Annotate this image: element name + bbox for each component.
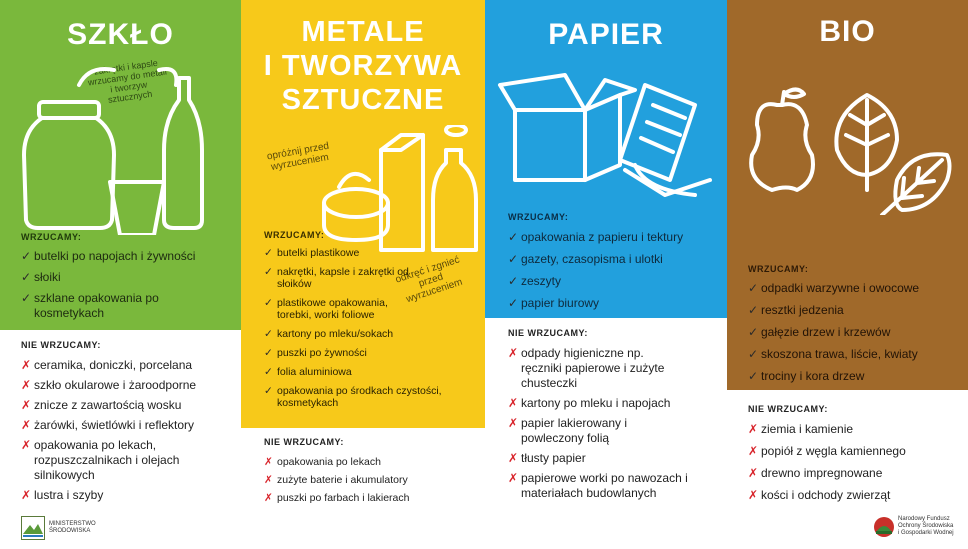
list-item: ✗ kartony po mleku i napojach	[508, 396, 671, 410]
bio-no-list	[748, 422, 958, 503]
metale-title-line3: SZTUCZNE	[281, 84, 445, 116]
metale-no-header: NIE WRZUCAMY:	[264, 437, 344, 447]
glass-jar-bottle-icon	[14, 60, 229, 235]
papier-no-header: NIE WRZUCAMY:	[508, 328, 588, 338]
list-item: ✓ puszki po żywności	[264, 347, 367, 359]
list-item: ✗ puszki po farbach i lakierach	[264, 492, 410, 504]
list-item: ✗ papier lakierowany i powleczony folią	[508, 416, 628, 445]
list-item: ✓ trociny i kora drzew	[748, 369, 865, 383]
papier-panel	[485, 0, 727, 318]
list-item: ✗ papierowe worki po nawozach i materiałach budowlanych	[508, 471, 688, 500]
list-item: ✓ odpadki warzywne i owocowe	[748, 281, 920, 295]
metale-no-panel	[241, 428, 485, 549]
list-item: ✓ słoiki	[21, 270, 61, 284]
list-item: ✗ lustra i szyby	[21, 488, 104, 502]
list-item: ✗ tłusty papier	[508, 451, 586, 465]
bio-no-header: NIE WRZUCAMY:	[748, 404, 828, 414]
list-item: ✓ butelki plastikowe	[264, 247, 360, 259]
papier-no-list	[508, 346, 708, 501]
list-item: ✗ kości i odchody zwierząt	[748, 488, 891, 502]
nfosigw-logo-line3: i Gospodarki Wodnej	[898, 530, 954, 536]
metale-title-line1: METALE	[301, 16, 425, 48]
bio-yes-header: WRZUCAMY:	[748, 264, 809, 274]
papier-yes-header: WRZUCAMY:	[508, 212, 569, 222]
metale-panel	[241, 0, 485, 428]
list-item: ✓ kartony po mleku/sokach	[264, 328, 394, 340]
column-metale	[241, 0, 485, 549]
list-item: ✗ zużyte baterie i akumulatory	[264, 474, 408, 486]
szklo-yes-list	[21, 249, 231, 321]
column-papier	[485, 0, 727, 549]
nfosigw-logo-line1: Narodowy Fundusz	[898, 516, 950, 522]
ministry-logo	[21, 516, 141, 544]
nfosigw-logo	[873, 514, 965, 546]
bio-panel	[727, 0, 968, 390]
list-item: ✗ popiół z węgla kamiennego	[748, 444, 906, 458]
list-item: ✓ gazety, czasopisma i ulotki	[508, 252, 663, 266]
list-item: ✓ folia aluminiowa	[264, 366, 352, 378]
nfosigw-logo-icon	[873, 516, 895, 538]
list-item: ✗ szkło okularowe i żaroodporne	[21, 378, 197, 392]
ministry-logo-line1: MINISTERSTWO	[49, 521, 96, 527]
list-item: ✗ znicze z zawartością wosku	[21, 398, 182, 412]
list-item: ✓ szklane opakowania po kosmetykach	[21, 291, 159, 320]
list-item: ✗ ceramika, doniczki, porcelana	[21, 358, 193, 372]
metale-no-list	[264, 455, 479, 506]
apple-leaves-icon	[742, 80, 957, 215]
list-item: ✓ zeszyty	[508, 274, 562, 288]
column-szklo	[0, 0, 241, 549]
list-item: ✗ żarówki, świetlówki i reflektory	[21, 418, 195, 432]
bio-title: BIO	[819, 15, 876, 48]
list-item: ✗ opakowania po lekach	[264, 456, 381, 468]
column-bio	[727, 0, 968, 549]
szklo-no-header: NIE WRZUCAMY:	[21, 340, 101, 350]
list-item: ✓ nakrętki, kapsle i zakrętki od słoików	[264, 266, 409, 290]
metale-title-line2: I TWORZYWA	[263, 50, 463, 82]
list-item: ✗ odpady higieniczne np. ręczniki papierowe i zużyte chusteczki	[508, 346, 665, 390]
list-item: ✗ ziemia i kamienie	[748, 422, 854, 436]
szklo-no-list	[21, 358, 236, 503]
papier-title: PAPIER	[548, 18, 664, 51]
list-item: ✓ skoszona trawa, liście, kwiaty	[748, 347, 918, 361]
can-carton-bottle-icon	[311, 125, 481, 260]
list-item: ✓ butelki po napojach i żywności	[21, 249, 196, 263]
list-item: ✗ opakowania po lekach, rozpuszczalnikach i olejach silnikowych	[21, 438, 180, 482]
szklo-yes-header: WRZUCAMY:	[21, 232, 82, 242]
bio-yes-list	[748, 281, 958, 384]
metale-note-empty: opróżnij przed wyrzuceniem	[266, 140, 330, 173]
papier-no-panel	[485, 318, 727, 549]
list-item: ✓ opakowania po środkach czystości, kosmetykach	[264, 385, 442, 409]
list-item: ✓ opakowania z papieru i tektury	[508, 230, 684, 244]
list-item: ✓ gałęzie drzew i krzewów	[748, 325, 891, 339]
list-item: ✗ drewno impregnowane	[748, 466, 883, 480]
list-item: ✓ plastikowe opakowania, torebki, worki foliowe	[264, 297, 388, 321]
box-newspaper-icon	[495, 70, 720, 205]
list-item: ✓ resztki jedzenia	[748, 303, 844, 317]
papier-yes-list	[508, 230, 718, 311]
list-item: ✓ papier biurowy	[508, 296, 600, 310]
metale-yes-header: WRZUCAMY:	[264, 230, 325, 240]
szklo-panel	[0, 0, 241, 330]
ministry-logo-icon	[21, 516, 45, 540]
ministry-logo-line2: ŚRODOWISKA	[49, 528, 91, 534]
metale-note-crush: odkręć i zgnieć przed wyrzuceniem	[394, 254, 464, 306]
szklo-note: zakrętki i kapsle wrzucamy do metali i tworzyw sztucznych	[87, 57, 168, 105]
szklo-no-panel	[0, 330, 241, 549]
szklo-title: SZKŁO	[67, 18, 174, 51]
nfosigw-logo-line2: Ochrony Środowiska	[898, 523, 954, 529]
bio-no-panel	[727, 390, 968, 549]
